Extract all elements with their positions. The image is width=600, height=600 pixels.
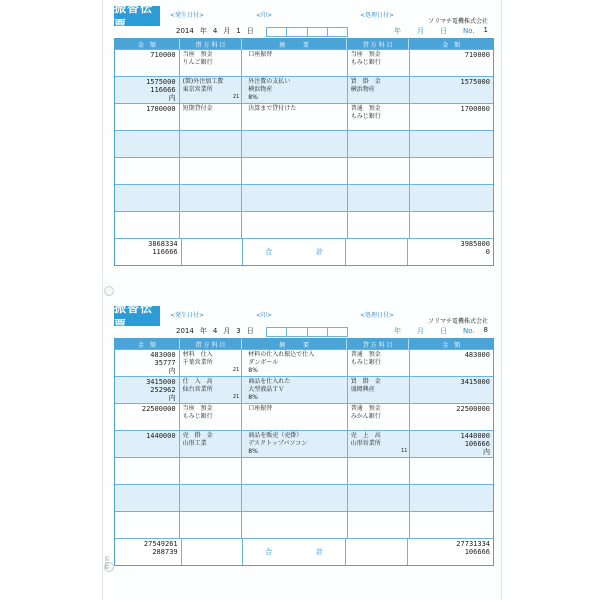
credit-account-cell xyxy=(348,50,411,76)
credit-amount-cell xyxy=(410,158,493,184)
credit-account-cell xyxy=(348,431,411,457)
description: 材料の仕入れ振込で仕入 xyxy=(248,351,315,358)
column-header: 摘 要 xyxy=(242,339,346,349)
column-header: 金 額 xyxy=(442,341,461,349)
total-label-left: 合 xyxy=(265,548,273,556)
debit-account-cell xyxy=(180,185,243,211)
debit-account: りんご銀行 xyxy=(182,59,213,66)
column-header: 金 額 xyxy=(115,339,180,349)
column-header: 摘 要 xyxy=(242,39,346,49)
debit-amount-cell xyxy=(115,512,180,538)
total-label-right: 計 xyxy=(316,548,324,556)
credit-amount-cell xyxy=(410,377,493,403)
voucher-title: 振替伝票 xyxy=(114,6,160,26)
credit-amount-cell xyxy=(410,77,493,103)
credit-account-cell xyxy=(348,131,411,157)
description-cell xyxy=(242,485,347,511)
credit-account-cell xyxy=(348,458,411,484)
debit-account: 山形工業 xyxy=(182,440,207,447)
total-debit-amount: 3868334 xyxy=(148,240,178,248)
debit-account-cell xyxy=(180,131,243,157)
seal-box xyxy=(308,328,328,336)
date-part: 4 xyxy=(212,327,218,335)
debit-amount-cell xyxy=(115,50,180,76)
total-row xyxy=(115,238,493,265)
seal-boxes xyxy=(266,27,348,37)
credit-account-cell xyxy=(348,377,411,403)
credit-account-cell xyxy=(348,404,411,430)
column-header: 金 額 xyxy=(442,41,461,49)
date-part: 2014 xyxy=(176,327,194,335)
debit-amount: 1440000 xyxy=(146,432,176,440)
credit-amount: 内 xyxy=(483,448,490,456)
date-part: 年 xyxy=(199,327,207,335)
binder-hole xyxy=(104,286,114,296)
description: 8% xyxy=(248,448,258,455)
journal-table xyxy=(114,338,494,566)
credit-amount-cell xyxy=(410,404,493,430)
credit-account-cell xyxy=(348,485,411,511)
total-debit-amount: 116666 xyxy=(152,248,178,256)
credit-amount-cell xyxy=(410,458,493,484)
occurrence-date xyxy=(176,26,260,36)
seal-box xyxy=(287,328,307,336)
debit-subcode: 21 xyxy=(232,394,240,400)
description: 8% xyxy=(248,94,258,101)
credit-amount-cell xyxy=(410,512,493,538)
debit-account: 東京営業所 xyxy=(182,86,213,93)
description: 商品を仕入れた xyxy=(248,378,291,385)
occurrence-date xyxy=(176,326,260,336)
occurrence-date-label: <発生日付> xyxy=(170,12,205,19)
description-cell xyxy=(242,158,347,184)
debit-amount: 483000 xyxy=(150,351,176,359)
debit-amount: 内 xyxy=(168,94,176,102)
total-label-right: 計 xyxy=(316,248,324,256)
total-credit xyxy=(408,539,493,565)
debit-amount-cell xyxy=(115,131,180,157)
total-blank xyxy=(346,239,408,265)
credit-amount: 1700000 xyxy=(460,105,490,113)
credit-account: 当座 預金 xyxy=(350,51,381,58)
total-blank xyxy=(182,539,244,565)
credit-account: みかん銀行 xyxy=(350,413,381,420)
credit-account-cell xyxy=(348,158,411,184)
debit-amount-cell xyxy=(115,212,180,238)
seal-box xyxy=(308,28,328,36)
seal-box xyxy=(267,328,287,336)
company-name: ソリマチ電機株式会社 xyxy=(428,18,488,25)
debit-account: (製)外注加工費 xyxy=(182,78,224,85)
total-label-left: 合 xyxy=(265,248,273,256)
occurrence-date-label: <発生日付> xyxy=(170,312,205,319)
debit-amount: 35777 xyxy=(154,359,176,367)
debit-amount: 内 xyxy=(168,394,176,402)
description: 口座振替 xyxy=(248,405,273,412)
proc-part: 月 xyxy=(417,27,424,35)
debit-account: 当座 預金 xyxy=(182,51,213,58)
description: 8% xyxy=(248,394,258,401)
date-part: 2014 xyxy=(176,27,194,35)
debit-account: 仕 入 高 xyxy=(182,378,213,385)
credit-account: 買 掛 金 xyxy=(350,78,381,85)
proc-part: No. xyxy=(463,327,475,335)
debit-account: 仙台営業所 xyxy=(182,386,213,393)
credit-account: 普通 預金 xyxy=(350,405,381,412)
proc-part: 日 xyxy=(440,327,447,335)
debit-amount: 内 xyxy=(168,367,176,375)
credit-account: 普通 預金 xyxy=(350,105,381,112)
credit-amount: 1440000 xyxy=(460,432,490,440)
debit-amount-cell xyxy=(115,377,180,403)
journal-row xyxy=(115,403,493,430)
credit-amount: 106666 xyxy=(464,440,490,448)
debit-account: 当座 預金 xyxy=(182,405,213,412)
debit-amount: 22500000 xyxy=(141,405,176,413)
debit-account: 短期貸付金 xyxy=(182,105,213,112)
credit-amount-cell xyxy=(410,50,493,76)
credit-amount-cell xyxy=(410,104,493,130)
proc-part: 年 xyxy=(394,27,401,35)
credit-amount: 22500000 xyxy=(456,405,490,413)
debit-amount: 1700000 xyxy=(146,105,176,113)
form-code: SR128 xyxy=(104,556,109,569)
debit-amount: 116666 xyxy=(150,86,176,94)
description: 商品を販売（売掛） xyxy=(248,432,303,439)
debit-account-cell xyxy=(180,377,243,403)
total-credit-amount: 27731334 xyxy=(456,540,491,548)
voucher-number: 1 xyxy=(483,26,488,34)
description-cell xyxy=(242,377,347,403)
debit-amount: 710000 xyxy=(150,51,176,59)
description-cell xyxy=(242,512,347,538)
debit-amount-cell xyxy=(115,458,180,484)
column-header: 金 額 xyxy=(115,39,180,49)
credit-account-cell xyxy=(348,185,411,211)
debit-amount-cell xyxy=(115,77,180,103)
credit-account: 山形営業所 xyxy=(350,440,381,447)
total-debit-amount: 27549261 xyxy=(143,540,178,548)
date-part: 月 xyxy=(223,27,231,35)
debit-account-cell xyxy=(180,431,243,457)
debit-account-cell xyxy=(180,158,243,184)
description: 決算まで貸付けた xyxy=(248,105,297,112)
journal-row xyxy=(115,511,493,538)
credit-account: 買 掛 金 xyxy=(350,378,381,385)
column-header: 借 方 科 目 xyxy=(180,339,243,349)
debit-amount: 3415000 xyxy=(146,378,176,386)
credit-account: 売 上 高 xyxy=(350,432,381,439)
total-debit-amount: 288739 xyxy=(152,548,178,556)
credit-amount-cell xyxy=(410,185,493,211)
total-row xyxy=(115,538,493,565)
total-credit-amount: 0 xyxy=(485,248,491,256)
description-cell xyxy=(242,185,347,211)
journal-row xyxy=(115,130,493,157)
credit-amount-cell xyxy=(410,485,493,511)
description-cell xyxy=(242,212,347,238)
journal-row xyxy=(115,157,493,184)
journal-row xyxy=(115,457,493,484)
debit-account-cell xyxy=(180,485,243,511)
journal-row xyxy=(115,103,493,130)
debit-amount-cell xyxy=(115,185,180,211)
transfer-voucher xyxy=(114,1,492,288)
credit-account-cell xyxy=(348,512,411,538)
journal-row xyxy=(115,211,493,238)
credit-account-cell xyxy=(348,104,411,130)
credit-amount: 483000 xyxy=(464,351,490,359)
journal-row xyxy=(115,430,493,457)
table-header xyxy=(115,339,493,349)
total-debit xyxy=(115,539,182,565)
seal-label: <印> xyxy=(256,12,273,19)
date-part: 1 xyxy=(236,27,241,35)
debit-amount-cell xyxy=(115,431,180,457)
date-part: 3 xyxy=(236,327,241,335)
debit-account: 売 掛 金 xyxy=(182,432,213,439)
debit-amount: 252962 xyxy=(150,386,176,394)
description-cell xyxy=(242,50,347,76)
journal-row xyxy=(115,184,493,211)
column-header: 借 方 科 目 xyxy=(180,39,243,49)
seal-box xyxy=(328,28,347,36)
journal-row xyxy=(115,76,493,103)
debit-account-cell xyxy=(180,458,243,484)
seal-box xyxy=(287,28,307,36)
credit-amount-cell xyxy=(410,431,493,457)
seal-box xyxy=(267,28,287,36)
total-credit-amount: 3985000 xyxy=(460,240,491,248)
debit-account-cell xyxy=(180,512,243,538)
journal-row xyxy=(115,484,493,511)
total-label xyxy=(243,539,346,565)
debit-account-cell xyxy=(180,350,243,376)
credit-account-cell xyxy=(348,77,411,103)
debit-subcode: 21 xyxy=(232,367,240,373)
total-debit xyxy=(115,239,182,265)
description-cell xyxy=(242,431,347,457)
column-header: 貸 方 科 目 xyxy=(347,39,410,49)
total-label xyxy=(243,239,346,265)
credit-amount: 710000 xyxy=(464,51,490,59)
credit-amount-cell xyxy=(410,212,493,238)
description-cell xyxy=(242,104,347,130)
debit-amount-cell xyxy=(115,485,180,511)
credit-subcode: 11 xyxy=(401,448,408,454)
description-cell xyxy=(242,458,347,484)
debit-account-cell xyxy=(180,77,243,103)
journal-row xyxy=(115,49,493,76)
debit-amount-cell xyxy=(115,404,180,430)
credit-account-cell xyxy=(348,212,411,238)
description: デスクトップパソコン xyxy=(248,440,308,447)
seal-label: <印> xyxy=(256,312,273,319)
total-blank xyxy=(182,239,244,265)
total-blank xyxy=(346,539,408,565)
description: 口座振替 xyxy=(248,51,273,58)
credit-account: もみじ銀行 xyxy=(350,359,381,366)
processing-date-label: <処理日付> xyxy=(360,312,395,319)
date-part: 月 xyxy=(223,327,231,335)
debit-subcode: 21 xyxy=(232,94,240,100)
description-cell xyxy=(242,77,347,103)
debit-account-cell xyxy=(180,104,243,130)
date-part: 日 xyxy=(246,327,254,335)
processing-date-label: <処理日付> xyxy=(360,12,395,19)
table-header xyxy=(115,39,493,49)
credit-amount-cell xyxy=(410,131,493,157)
proc-part: No. xyxy=(463,27,475,35)
column-header: 貸 方 科 目 xyxy=(347,339,410,349)
description: ダンボール xyxy=(248,359,279,366)
company-name: ソリマチ電機株式会社 xyxy=(428,318,488,325)
seal-boxes xyxy=(266,327,348,337)
credit-amount-cell xyxy=(410,350,493,376)
proc-part: 日 xyxy=(440,27,447,35)
description: 横浜物産 xyxy=(248,86,273,93)
credit-account: 横浜物産 xyxy=(350,86,375,93)
debit-amount-cell xyxy=(115,158,180,184)
debit-account-cell xyxy=(180,50,243,76)
processing-date xyxy=(378,326,475,336)
credit-account: 普通 預金 xyxy=(350,351,381,358)
proc-part: 年 xyxy=(394,327,401,335)
total-credit xyxy=(408,239,493,265)
seal-box xyxy=(328,328,347,336)
debit-amount-cell xyxy=(115,350,180,376)
debit-account-cell xyxy=(180,212,243,238)
voucher-number: 8 xyxy=(483,326,488,334)
journal-row xyxy=(115,376,493,403)
total-credit-amount: 106666 xyxy=(464,548,491,556)
debit-account: もみじ銀行 xyxy=(182,413,213,420)
debit-amount: 1575000 xyxy=(146,78,176,86)
credit-amount: 3415000 xyxy=(460,378,490,386)
description-cell xyxy=(242,350,347,376)
description-cell xyxy=(242,404,347,430)
date-part: 日 xyxy=(246,27,254,35)
credit-amount: 1575000 xyxy=(460,78,490,86)
voucher-title: 振替伝票 xyxy=(114,306,160,326)
credit-account: もみじ銀行 xyxy=(350,113,381,120)
debit-account: 千葉営業所 xyxy=(182,359,213,366)
proc-part: 月 xyxy=(417,327,424,335)
debit-account: 材料 仕入 xyxy=(182,351,213,358)
description-cell xyxy=(242,131,347,157)
description: 大型液晶ＴＶ xyxy=(248,386,285,393)
journal-row xyxy=(115,349,493,376)
debit-account-cell xyxy=(180,404,243,430)
processing-date xyxy=(378,26,475,36)
credit-account-cell xyxy=(348,350,411,376)
date-part: 4 xyxy=(212,27,218,35)
journal-table xyxy=(114,38,494,266)
credit-account: 盛岡興産 xyxy=(350,386,375,393)
transfer-voucher xyxy=(114,301,492,596)
credit-account: もみじ銀行 xyxy=(350,59,381,66)
description: 外注費の支払い xyxy=(248,78,291,85)
date-part: 年 xyxy=(199,27,207,35)
debit-amount-cell xyxy=(115,104,180,130)
description: 8% xyxy=(248,367,258,374)
